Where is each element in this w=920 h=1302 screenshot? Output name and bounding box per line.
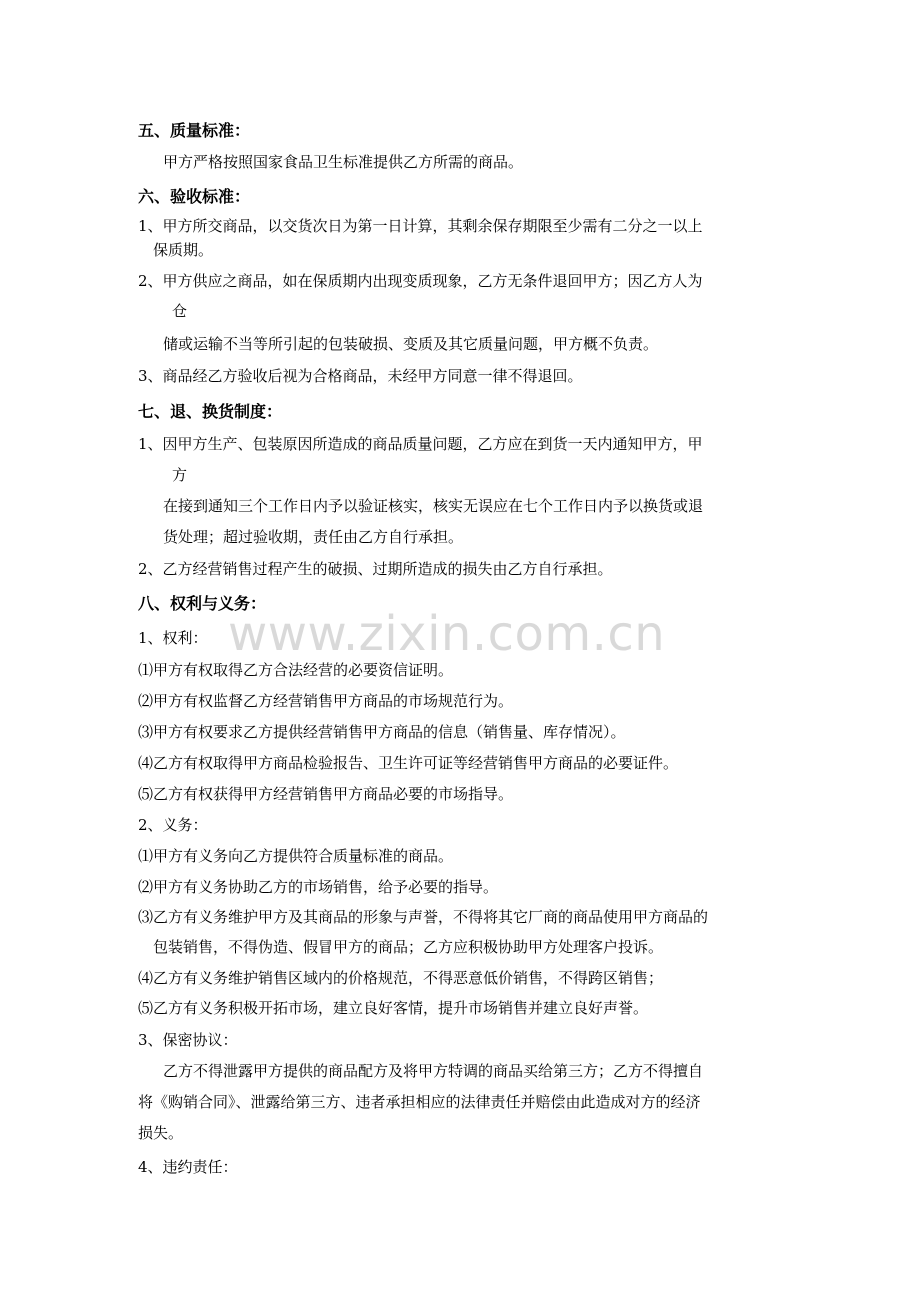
list-item: ⑴甲方有义务向乙方提供符合质量标准的商品。 — [138, 847, 454, 865]
paragraph-line: 方 — [172, 466, 188, 484]
paragraph-line: 1、甲方所交商品，以交货次日为第一日计算，其剩余保存期限至少需有二分之一以上 — [138, 217, 703, 235]
section-heading-returns: 七、退、换货制度： — [138, 402, 283, 421]
paragraph-line: 3、商品经乙方验收后视为合格商品，未经甲方同意一律不得退回。 — [138, 367, 583, 385]
list-item: ⑸乙方有义务积极开拓市场，建立良好客情，提升市场销售并建立良好声誉。 — [138, 999, 649, 1017]
paragraph-line: 2、甲方供应之商品，如在保质期内出现变质现象，乙方无条件退回甲方；因乙方人为 — [138, 272, 703, 290]
paragraph-line: 甲方严格按照国家食品卫生标准提供乙方所需的商品。 — [163, 153, 524, 171]
paragraph-line: 在接到通知三个工作日内予以验证核实，核实无误应在七个工作日内予以换货或退 — [163, 497, 704, 515]
paragraph-line: 损失。 — [138, 1124, 184, 1142]
list-item: ⑵甲方有权监督乙方经营销售甲方商品的市场规范行为。 — [138, 692, 514, 710]
paragraph-line: 将《购销合同》、泄露给第三方、违者承担相应的法律责任并赔偿由此造成对方的经济 — [138, 1093, 701, 1111]
list-item: ⑷乙方有义务维护销售区域内的价格规范，不得恶意低价销售，不得跨区销售； — [138, 969, 664, 987]
list-item: ⑶乙方有义务维护甲方及其商品的形象与声誉，不得将其它厂商的商品使用甲方商品的 — [138, 908, 709, 926]
watermark: www.zixin.com.cn — [228, 606, 666, 662]
list-item-continuation: 包装销售，不得伪造、假冒甲方的商品；乙方应积极协助甲方处理客户投诉。 — [153, 938, 664, 956]
paragraph-line: 货处理；超过验收期，责任由乙方自行承担。 — [163, 528, 464, 546]
paragraph-line: 储或运输不当等所引起的包装破损、变质及其它质量问题，甲方概不负责。 — [163, 335, 659, 353]
paragraph-line: 保质期。 — [153, 241, 214, 259]
list-item: ⑴甲方有权取得乙方合法经营的必要资信证明。 — [138, 661, 454, 679]
section-heading-quality: 五、质量标准： — [138, 121, 251, 140]
list-item: ⑶甲方有权要求乙方提供经营销售甲方商品的信息（销售量、库存情况）。 — [138, 723, 626, 741]
paragraph-line: 1、因甲方生产、包装原因所造成的商品质量问题，乙方应在到货一天内通知甲方，甲 — [138, 435, 703, 453]
list-item: ⑵甲方有义务协助乙方的市场销售，给予必要的指导。 — [138, 878, 499, 896]
paragraph-line: 仓 — [172, 302, 188, 320]
paragraph-line: 2、义务： — [138, 816, 208, 834]
list-item: ⑷乙方有权取得甲方商品检验报告、卫生许可证等经营销售甲方商品的必要证件。 — [138, 754, 679, 772]
paragraph-line: 乙方不得泄露甲方提供的商品配方及将甲方特调的商品买给第三方；乙方不得擅自 — [163, 1062, 704, 1080]
paragraph-line: 3、保密协议： — [138, 1031, 238, 1049]
list-item: ⑸乙方有权获得甲方经营销售甲方商品必要的市场指导。 — [138, 785, 514, 803]
paragraph-line: 2、乙方经营销售过程产生的破损、过期所造成的损失由乙方自行承担。 — [138, 560, 613, 578]
section-heading-acceptance: 六、验收标准： — [138, 187, 251, 206]
section-heading-rights: 八、权利与义务： — [138, 594, 267, 613]
paragraph-line: 1、权利： — [138, 629, 208, 647]
paragraph-line: 4、违约责任： — [138, 1158, 238, 1176]
